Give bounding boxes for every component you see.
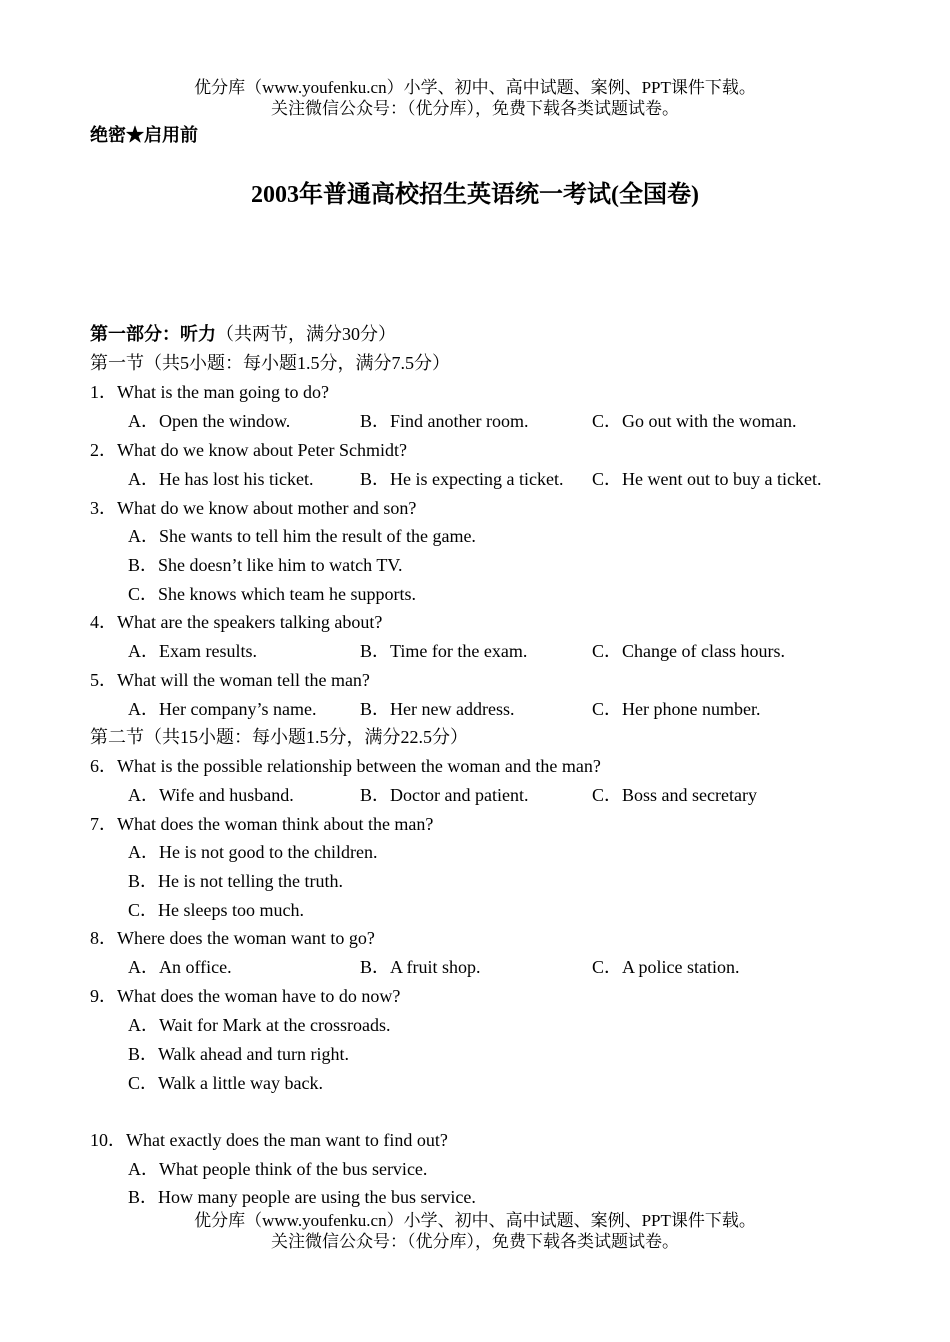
q5-option-c: C．Her phone number. xyxy=(592,699,761,719)
q9-option-b: B．Walk ahead and turn right. xyxy=(128,1044,349,1064)
section-2-heading: 第二节（共15小题：每小题1.5分，满分22.5分） xyxy=(90,727,468,747)
confidential-label: 绝密★启用前 xyxy=(90,125,198,145)
q7-option-c: C．He sleeps too much. xyxy=(128,900,304,920)
q6-option-b: B．Doctor and patient. xyxy=(360,785,529,805)
part-1-bold: 第一部分：听力 xyxy=(90,324,216,344)
q1-option-a: A．Open the window. xyxy=(128,411,291,431)
q7-option-a: A．He is not good to the children. xyxy=(128,842,378,862)
question-7: 7．What does the woman think about the man? xyxy=(90,814,434,834)
q1-option-b: B．Find another room. xyxy=(360,411,529,431)
q10-option-a: A．What people think of the bus service. xyxy=(128,1159,428,1179)
question-9: 9．What does the woman have to do now? xyxy=(90,986,401,1006)
question-10: 10．What exactly does the man want to find out? xyxy=(90,1130,448,1150)
question-4: 4．What are the speakers talking about? xyxy=(90,612,383,632)
footer-line-2: 关注微信公众号：（优分库），免费下载各类试题试卷。 xyxy=(271,1232,679,1251)
q3-option-c: C．She knows which team he supports. xyxy=(128,584,416,604)
question-8: 8．Where does the woman want to go? xyxy=(90,928,375,948)
question-5: 5．What will the woman tell the man? xyxy=(90,670,370,690)
exam-title: 2003年普通高校招生英语统一考试(全国卷) xyxy=(251,182,699,208)
q8-option-a: A．An office. xyxy=(128,957,232,977)
q6-option-c: C．Boss and secretary xyxy=(592,785,757,805)
section-1-heading: 第一节（共5小题：每小题1.5分，满分7.5分） xyxy=(90,353,450,373)
q4-option-c: C．Change of class hours. xyxy=(592,641,785,661)
header-line-2: 关注微信公众号：（优分库），免费下载各类试题试卷。 xyxy=(271,99,679,118)
q3-option-b: B．She doesn’t like him to watch TV. xyxy=(128,555,403,575)
q1-option-c: C．Go out with the woman. xyxy=(592,411,797,431)
q4-option-b: B．Time for the exam. xyxy=(360,641,528,661)
q3-option-a: A．She wants to tell him the result of the game. xyxy=(128,526,476,546)
q2-option-c: C．He went out to buy a ticket. xyxy=(592,469,822,489)
q2-option-b: B．He is expecting a ticket. xyxy=(360,469,564,489)
header-line-1: 优分库（www.youfenku.cn）小学、初中、高中试题、案例、PPT课件下载。 xyxy=(194,78,756,97)
q6-option-a: A．Wife and husband. xyxy=(128,785,294,805)
part-1-heading xyxy=(90,322,396,346)
q2-option-a: A．He has lost his ticket. xyxy=(128,469,314,489)
question-1: 1．What is the man going to do? xyxy=(90,382,329,402)
footer-line-1: 优分库（www.youfenku.cn）小学、初中、高中试题、案例、PPT课件下载。 xyxy=(194,1211,756,1230)
q8-option-c: C．A police station. xyxy=(592,957,740,977)
part-1-rest: （共两节，满分30分） xyxy=(216,324,396,344)
q8-option-b: B．A fruit shop. xyxy=(360,957,481,977)
q5-option-a: A．Her company’s name. xyxy=(128,699,317,719)
question-3: 3．What do we know about mother and son? xyxy=(90,498,417,518)
q9-option-a: A．Wait for Mark at the crossroads. xyxy=(128,1015,391,1035)
q10-option-b: B．How many people are using the bus service. xyxy=(128,1187,476,1207)
q7-option-b: B．He is not telling the truth. xyxy=(128,871,343,891)
question-2: 2．What do we know about Peter Schmidt? xyxy=(90,440,407,460)
q4-option-a: A．Exam results. xyxy=(128,641,257,661)
q5-option-b: B．Her new address. xyxy=(360,699,515,719)
q9-option-c: C．Walk a little way back. xyxy=(128,1073,323,1093)
question-6: 6．What is the possible relationship between the woman and the man? xyxy=(90,756,601,776)
